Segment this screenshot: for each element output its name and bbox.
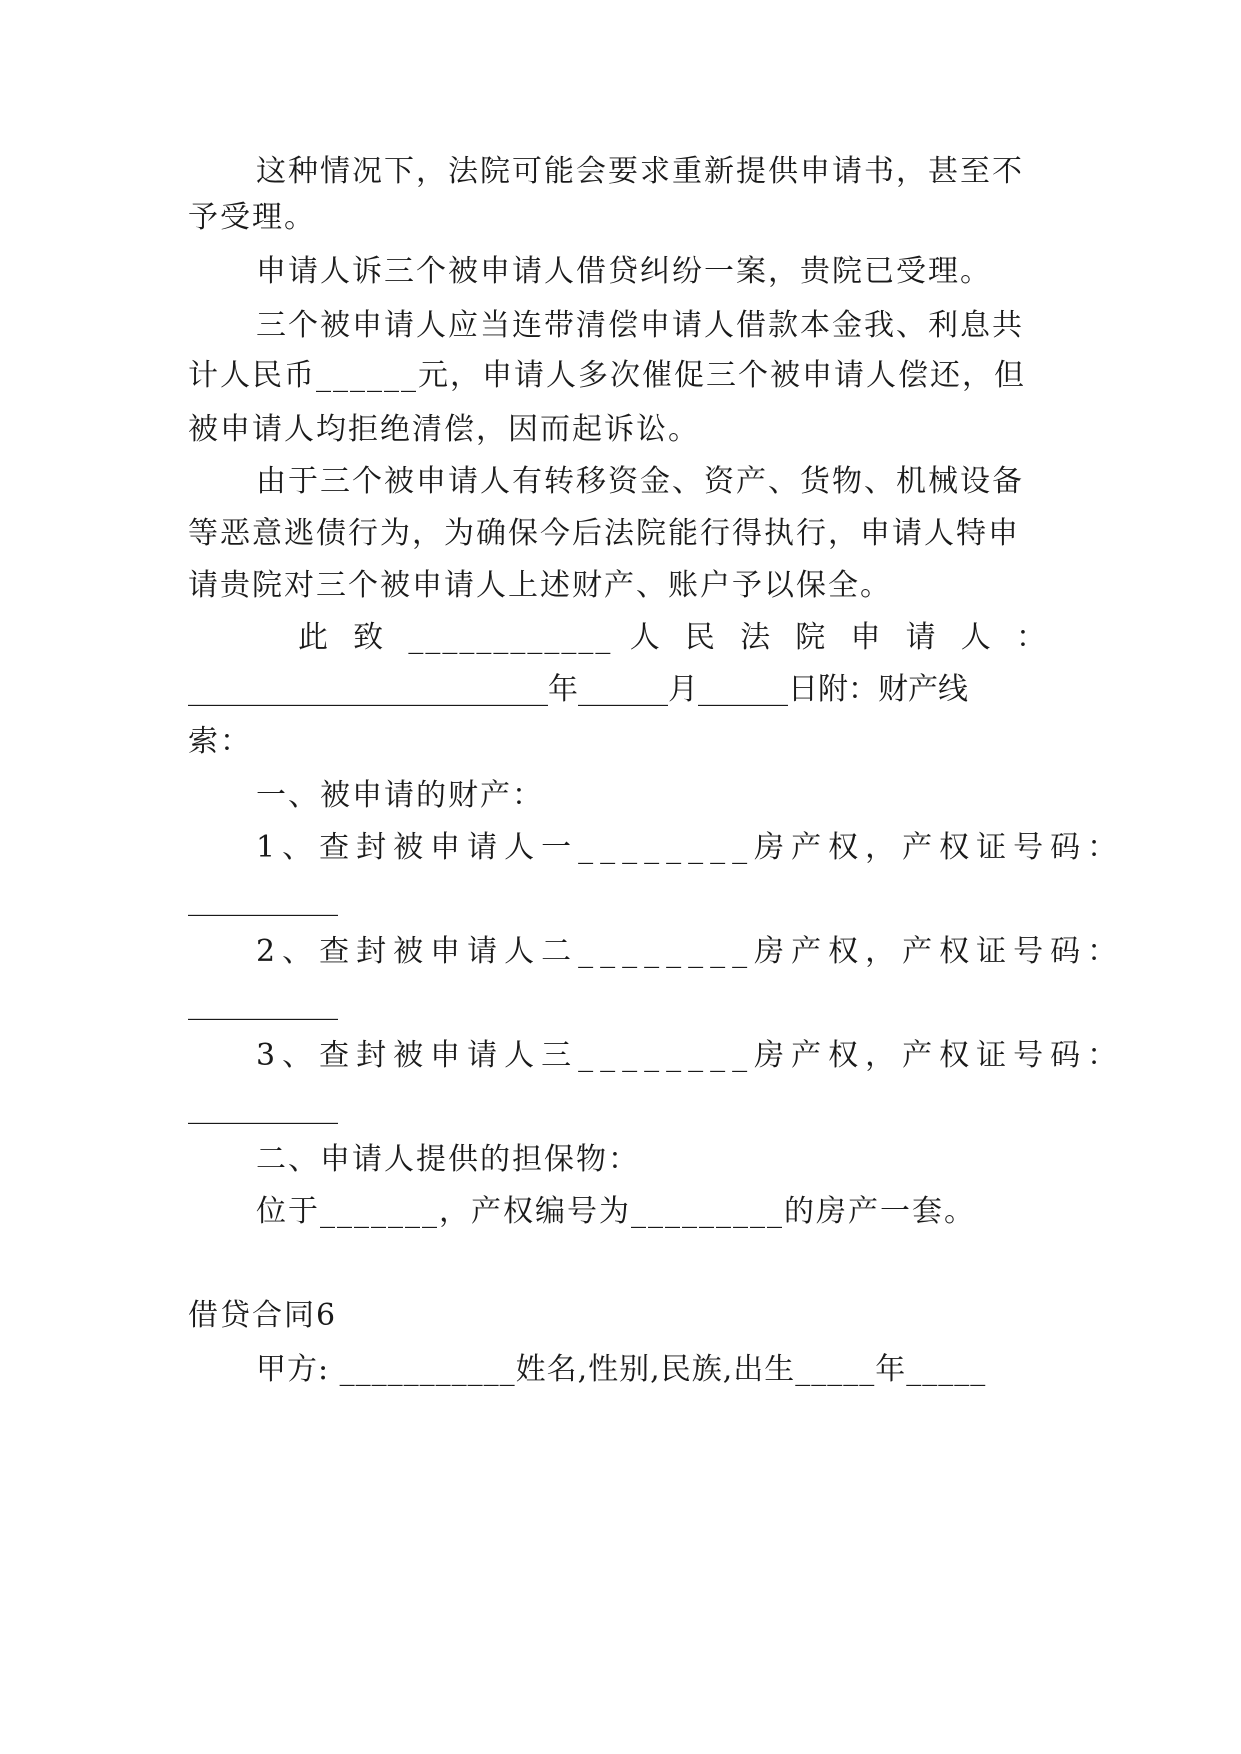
property-item: 1、查封被申请人一________房产权，产权证号码：: [256, 830, 1125, 865]
paragraph-line: 申请人诉三个被申请人借贷纠纷一案，贵院已受理。: [256, 254, 992, 289]
paragraph-line: 计人民币______元，申请人多次催促三个被申请人偿还，但: [188, 358, 1026, 393]
blank-field: __________: [188, 882, 338, 917]
document-title: 借贷合同6: [188, 1298, 338, 1333]
party-line: 甲方: ___________姓名,性别,民族,出生_____年_____: [256, 1352, 987, 1387]
paragraph-line: 三个被申请人应当连带清偿申请人借款本金我、利息共: [256, 308, 1024, 343]
paragraph-line: 请贵院对三个被申请人上述财产、账户予以保全。: [188, 568, 892, 603]
paragraph-line: 索：: [188, 724, 252, 759]
blank-field: __________: [188, 986, 338, 1021]
paragraph-line: 被申请人均拒绝清偿，因而起诉讼。: [188, 412, 700, 447]
property-item: 3、查封被申请人三________房产权，产权证号码：: [256, 1038, 1125, 1073]
section-heading: 一、被申请的财产：: [256, 778, 544, 813]
signature-date-line: ________________________年______月______日附：财产线: [188, 672, 968, 707]
blank-field: __________: [188, 1090, 338, 1125]
paragraph-line: 予受理。: [188, 200, 316, 235]
paragraph-line: 由于三个被申请人有转移资金、资产、货物、机械设备: [256, 464, 1024, 499]
paragraph-line: 位于_______，产权编号为_________的房产一套。: [256, 1194, 976, 1229]
section-heading: 二、申请人提供的担保物：: [256, 1142, 640, 1177]
paragraph-line: 这种情况下，法院可能会要求重新提供申请书，甚至不: [256, 154, 1024, 189]
paragraph-line: 等恶意逃债行为，为确保今后法院能行得执行，申请人特申: [188, 516, 1020, 551]
property-item: 2、查封被申请人二________房产权，产权证号码：: [256, 934, 1125, 969]
salutation-line: 此 致 ____________ 人 民 法 院 申 请 人 ：: [298, 620, 1048, 655]
